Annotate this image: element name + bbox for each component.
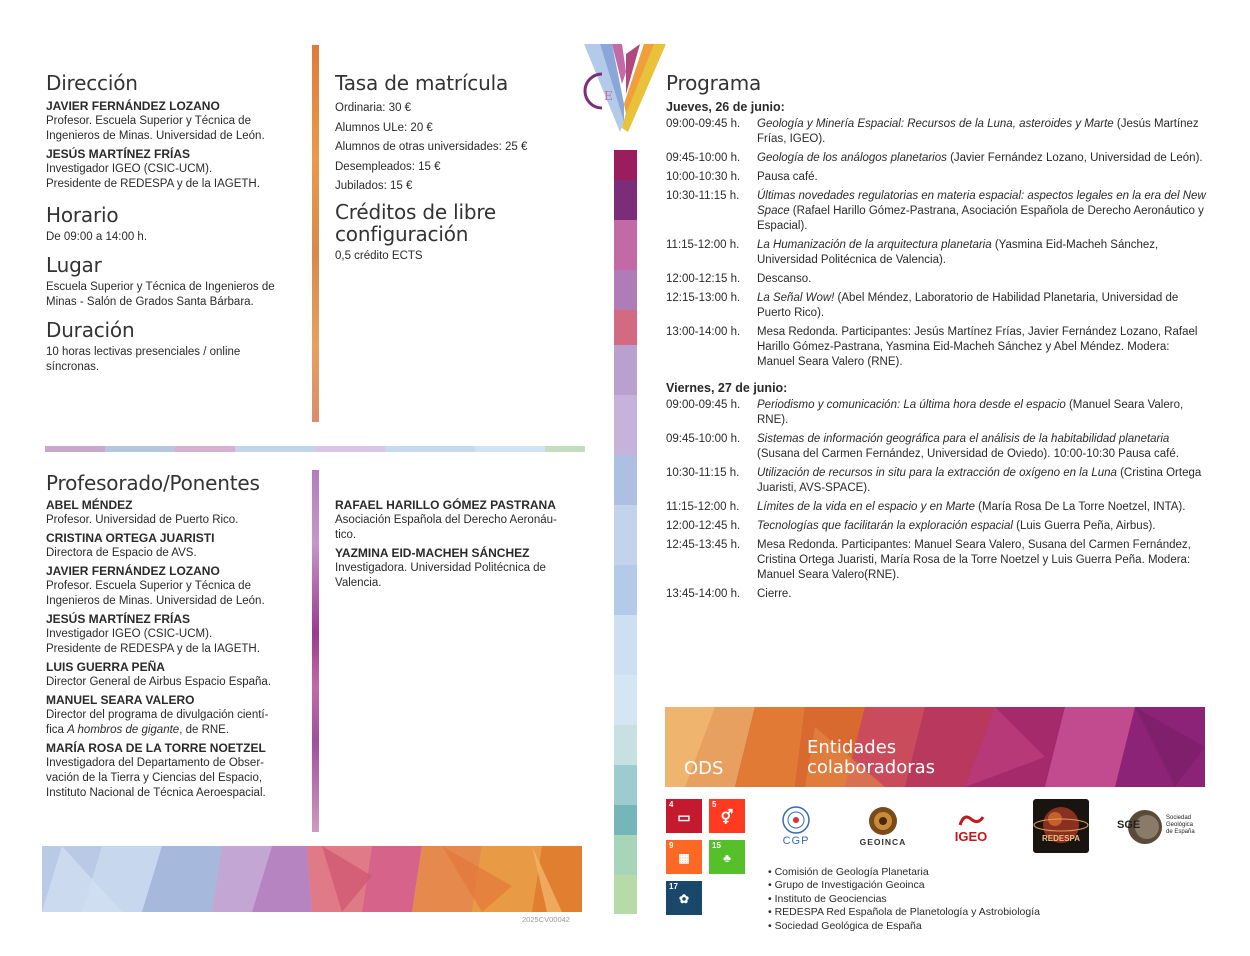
igeo-text: IGEO xyxy=(954,828,988,844)
talk-title: Geología y Minería Espacial: Recursos de la Luna, asteroides y Marte xyxy=(757,118,1114,130)
person-desc: Profesor. Universidad de Puerto Rico. xyxy=(46,514,239,526)
tasa-item: Ordinaria: 30 € xyxy=(335,102,412,114)
tasa-item: Alumnos ULe: 20 € xyxy=(335,121,433,134)
talk-details: (Susana del Carmen Fernández, Universidad de Oviedo). 10:00-10:30 Pausa café. xyxy=(757,448,1179,460)
tasa-item: Desempleados: 15 € xyxy=(335,160,441,173)
schedule-time: 11:15-12:00 h. xyxy=(666,239,740,251)
schedule-row xyxy=(666,189,1206,234)
schedule-time: 09:45-10:00 h. xyxy=(666,433,741,445)
schedule-description xyxy=(757,500,1206,515)
person-name: MARÍA ROSA DE LA TORRE NOETZEL xyxy=(46,741,266,755)
ods-emblem: ▭ xyxy=(677,809,691,825)
person-desc: Investigador IGEO (CSIC-UCM). xyxy=(46,628,213,640)
redespa-logo xyxy=(1033,799,1089,853)
schedule-description xyxy=(757,170,1206,185)
day-label: Viernes, 27 de junio: xyxy=(666,381,788,395)
igeo-logo xyxy=(948,805,994,849)
sge-subtext: Sociedad Geológica de España xyxy=(1166,815,1195,835)
person-entry xyxy=(46,147,306,192)
person-desc: Investigador IGEO (CSIC-UCM). xyxy=(46,163,213,175)
person-desc: Presidente de REDESPA y de la IAGETH. xyxy=(46,178,260,190)
entidad-item: • Instituto de Geociencias xyxy=(768,893,1168,906)
entidades-label xyxy=(807,738,935,778)
ods-emblem: ⚥ xyxy=(720,809,734,825)
person-name: YAZMINA EID-MACHEH SÁNCHEZ xyxy=(335,546,530,560)
talk-details: (Yasmina Eid-Macheh Sánchez, Universidad Politécnica de Valencia). xyxy=(757,239,1159,266)
schedule-description xyxy=(757,587,1206,602)
schedule-row xyxy=(666,500,1206,515)
person-entry xyxy=(46,99,306,144)
entidad-item: • Comisión de Geología Planetaria xyxy=(768,866,1168,879)
cgp-emblem-icon xyxy=(776,805,816,835)
schedule-time: 10:30-11:15 h. xyxy=(666,467,740,479)
horario-title: Horario xyxy=(46,203,119,227)
talk-details: (María Rosa De La Torre Noetzel, INTA). xyxy=(974,501,1186,513)
talk-details: Cierre. xyxy=(757,588,792,600)
day-label: Jueves, 26 de junio: xyxy=(666,100,785,114)
schedule-row xyxy=(666,538,1206,583)
schedule-row xyxy=(666,519,1206,534)
schedule-row xyxy=(666,117,1206,147)
talk-details: (Javier Fernández Lozano, Universidad de León). xyxy=(946,152,1203,164)
person-name: RAFAEL HARILLO GÓMEZ PASTRANA xyxy=(335,498,556,512)
lugar-text: Escuela Superior y Técnica de Ingenieros de xyxy=(46,281,275,293)
talk-details: Pausa café. xyxy=(757,171,818,183)
programa-days xyxy=(666,99,1206,602)
schedule-description xyxy=(757,398,1206,428)
creditos-title: Créditos de libre xyxy=(335,200,497,224)
person-entry xyxy=(335,546,585,591)
sge-logo xyxy=(1117,805,1197,849)
cgp-logo xyxy=(774,800,818,852)
person-desc: Director General de Airbus Espacio España. xyxy=(46,676,272,688)
ods-num: 17 xyxy=(669,882,678,891)
ods-4-icon xyxy=(666,799,702,833)
talk-title: La Señal Wow! xyxy=(757,292,835,304)
duracion-title: Duración xyxy=(46,318,135,342)
person-desc: Instituto Nacional de Técnica Aeroespacial. xyxy=(46,787,266,799)
talk-title: La Humanización de la arquitectura planetaria xyxy=(757,239,992,251)
schedule-description xyxy=(757,117,1206,147)
ods-num: 9 xyxy=(669,841,674,850)
person-desc: Investigadora. Universidad Politécnica de xyxy=(335,562,546,574)
cv-logo-icon xyxy=(582,44,668,132)
decorative-strip xyxy=(45,446,585,452)
profesorado-title: Profesorado/Ponentes xyxy=(46,471,260,495)
schedule-time: 13:00-14:00 h. xyxy=(666,326,741,338)
talk-title: Últimas novedades regulatorias en materia espacial: aspectos legales en la era del New Space xyxy=(757,190,1206,217)
tasa-section xyxy=(335,72,585,197)
ods-label: ODS xyxy=(684,758,724,779)
programa-title: Programa xyxy=(666,71,762,95)
tasa-list xyxy=(335,99,585,197)
entidades-list xyxy=(768,866,1168,933)
schedule-time: 09:00-09:45 h. xyxy=(666,118,741,130)
profesorado-section xyxy=(46,472,306,804)
profesorado-list xyxy=(46,498,306,801)
schedule-time: 09:00-09:45 h. xyxy=(666,399,741,411)
ods-num: 5 xyxy=(712,800,717,809)
creditos-section xyxy=(335,201,585,264)
person-entry xyxy=(335,498,585,543)
redespa-emblem-icon xyxy=(1033,799,1089,853)
decorative-strip xyxy=(312,470,319,832)
duracion-text: 10 horas lectivas presenciales / online xyxy=(46,346,241,358)
person-entry xyxy=(46,660,306,690)
schedule-description xyxy=(757,272,1206,287)
schedule-description xyxy=(757,432,1206,462)
schedule-row xyxy=(666,466,1206,496)
schedule-description xyxy=(757,151,1206,166)
svg-text:E: E xyxy=(604,89,613,103)
schedule-row xyxy=(666,325,1206,370)
horario-text: De 09:00 a 14:00 h. xyxy=(46,231,148,243)
schedule-time: 12:15-13:00 h. xyxy=(666,292,741,304)
duracion-text: síncronas. xyxy=(46,361,100,373)
geoinca-logo xyxy=(852,800,914,852)
schedule-description xyxy=(757,291,1206,321)
entidad-item: • Grupo de Investigación Geoinca xyxy=(768,879,1168,892)
schedule-description xyxy=(757,325,1206,370)
geoinca-emblem-icon xyxy=(866,805,900,837)
schedule-row xyxy=(666,151,1206,166)
talk-details: Mesa Redonda. Participantes: Jesús Martínez Frías, Javier Fernández Lozano, Rafael Harillo Gómez-Pastrana, Yasmina Eid-Macheh Sánchez y Abel Méndez. Modera: Manuel Seara Valero (RNE). xyxy=(757,326,1198,368)
person-desc: Director del programa de divulgación cientí- xyxy=(46,709,269,721)
ods-emblem: ✿ xyxy=(678,892,690,906)
schedule-time: 12:00-12:15 h. xyxy=(666,273,741,285)
duracion-section xyxy=(46,319,306,375)
ods-emblem: ▦ xyxy=(678,851,690,865)
person-name: JESÚS MARTÍNEZ FRÍAS xyxy=(46,612,191,626)
footer-code: 2025CV00042 xyxy=(522,915,570,924)
horario-section xyxy=(46,204,306,245)
talk-title: Sistemas de información geográfica para el análisis de la habitabilidad planetaria xyxy=(757,433,1170,445)
creditos-text: 0,5 crédito ECTS xyxy=(335,250,423,262)
schedule-row xyxy=(666,587,1206,602)
schedule-time: 10:30-11:15 h. xyxy=(666,190,740,202)
person-desc: tico. xyxy=(335,529,357,541)
ods-emblem: ♣ xyxy=(723,851,731,865)
tasa-title: Tasa de matrícula xyxy=(335,71,508,95)
person-name: LUIS GUERRA PEÑA xyxy=(46,660,165,674)
person-name: MANUEL SEARA VALERO xyxy=(46,693,195,707)
tasa-item: Alumnos de otras universidades: 25 € xyxy=(335,141,528,153)
igeo-emblem-icon xyxy=(956,811,986,829)
lugar-title: Lugar xyxy=(46,253,102,277)
person-desc-suffix: , de RNE. xyxy=(179,724,230,736)
person-desc: Valencia. xyxy=(335,577,382,589)
entidades-label-line: colaboradoras xyxy=(807,757,936,778)
entidad-item: • REDESPA Red Española de Planetología y Astrobiología xyxy=(768,906,1168,919)
talk-title: Límites de la vida en el espacio y en Marte xyxy=(757,501,975,513)
direccion-section xyxy=(46,72,306,195)
schedule-row xyxy=(666,238,1206,268)
person-desc-prefix: fica xyxy=(46,724,68,736)
schedule-description xyxy=(757,189,1206,234)
decorative-strip xyxy=(312,45,319,422)
cv-logo xyxy=(582,44,668,132)
person-desc: Ingenieros de Minas. Universidad de León. xyxy=(46,130,265,142)
talk-details: (Luis Guerra Peña, Airbus). xyxy=(1012,520,1156,532)
person-desc: Profesor. Escuela Superior y Técnica de xyxy=(46,115,251,127)
person-entry xyxy=(46,498,306,528)
person-entry xyxy=(46,693,306,738)
ods-num: 15 xyxy=(712,841,721,850)
profesorado-col2 xyxy=(335,498,585,594)
talk-title: Geología de los análogos planetarios xyxy=(757,152,947,164)
talk-details: Descanso. xyxy=(757,273,812,285)
ods-5-icon xyxy=(709,799,745,833)
person-desc: Directora de Espacio de AVS. xyxy=(46,547,197,559)
person-entry xyxy=(46,531,306,561)
ods-num: 4 xyxy=(669,800,674,809)
talk-details: (Jesús Martínez Frías, IGEO). xyxy=(757,118,1199,145)
person-entry xyxy=(46,741,306,801)
schedule-row xyxy=(666,170,1206,185)
talk-title: Tecnologías que facilitarán la exploración espacial xyxy=(757,520,1013,532)
schedule-description xyxy=(757,538,1206,583)
geoinca-text: GEOINCA xyxy=(859,837,907,847)
schedule-description xyxy=(757,466,1206,496)
person-name: JAVIER FERNÁNDEZ LOZANO xyxy=(46,564,220,578)
cgp-text: CGP xyxy=(782,835,810,847)
ods-15-icon xyxy=(709,840,745,874)
talk-title: Periodismo y comunicación: La última hora desde el espacio xyxy=(757,399,1066,411)
ods-9-icon xyxy=(666,840,702,874)
schedule-time: 11:15-12:00 h. xyxy=(666,501,740,513)
person-name: JAVIER FERNÁNDEZ LOZANO xyxy=(46,99,220,113)
person-desc: vación de la Tierra y Ciencias del Espacio, xyxy=(46,772,263,784)
schedule-row xyxy=(666,291,1206,321)
schedule-time: 10:00-10:30 h. xyxy=(666,171,741,183)
schedule-time: 12:45-13:45 h. xyxy=(666,539,741,551)
person-name: ABEL MÉNDEZ xyxy=(46,498,133,512)
programa-section xyxy=(666,72,1206,606)
geometric-pattern xyxy=(42,846,582,912)
program-title: A hombros de gigante xyxy=(67,724,180,736)
talk-title: Utilización de recursos in situ para la extracción de oxígeno en la Luna xyxy=(757,467,1117,479)
schedule-row xyxy=(666,432,1206,462)
person-desc: Presidente de REDESPA y de la IAGETH. xyxy=(46,643,260,655)
redespa-text: REDESPA xyxy=(1041,833,1081,843)
creditos-title: configuración xyxy=(335,222,469,246)
lugar-text: Minas - Salón de Grados Santa Bárbara. xyxy=(46,296,254,308)
entidad-item: • Sociedad Geológica de España xyxy=(768,920,1168,933)
decorative-strip xyxy=(614,150,637,914)
tasa-item: Jubilados: 15 € xyxy=(335,180,413,192)
lugar-section xyxy=(46,254,306,310)
schedule-time: 09:45-10:00 h. xyxy=(666,152,741,164)
person-desc: Ingenieros de Minas. Universidad de León. xyxy=(46,595,265,607)
person-name: JESÚS MARTÍNEZ FRÍAS xyxy=(46,147,191,161)
talk-details: (Cristina Ortega Juaristi, AVS-SPACE). xyxy=(757,467,1202,494)
schedule-row xyxy=(666,398,1206,428)
sge-text: SGE xyxy=(1117,819,1141,831)
talk-details: Mesa Redonda. Participantes: Manuel Seara Valero, Susana del Carmen Fernández, Cristina Ortega Juaristi, María Rosa de la Torre Noetzel y Luis Guerra Peña. Modera: Manuel Seara Valero(RNE). xyxy=(757,539,1191,581)
schedule-row xyxy=(666,272,1206,287)
person-desc: Profesor. Escuela Superior y Técnica de xyxy=(46,580,251,592)
person-desc: Investigadora del Departamento de Obser- xyxy=(46,757,264,769)
direccion-title: Dirección xyxy=(46,71,138,95)
person-desc: Asociación Española del Derecho Aeronáu- xyxy=(335,514,557,526)
talk-details: (Manuel Seara Valero, RNE). xyxy=(757,399,1184,426)
person-name: CRISTINA ORTEGA JUARISTI xyxy=(46,531,215,545)
person-entry xyxy=(46,612,306,657)
schedule-description xyxy=(757,238,1206,268)
person-entry xyxy=(46,564,306,609)
person-desc xyxy=(46,723,306,738)
decorative-banner xyxy=(42,846,582,912)
entidades-label-line: Entidades xyxy=(807,737,897,758)
entidades-banner xyxy=(665,707,1205,787)
schedule-time: 12:00-12:45 h. xyxy=(666,520,741,532)
talk-details: (Abel Méndez, Laboratorio de Habilidad Planetaria, Universidad de Puerto Rico). xyxy=(757,292,1179,319)
schedule-description xyxy=(757,519,1206,534)
talk-details: (Rafael Harillo Gómez-Pastrana, Asociación Española de Derecho Aeronáutico y Espacial). xyxy=(757,205,1204,232)
schedule-time: 13:45-14:00 h. xyxy=(666,588,741,600)
ods-17-icon xyxy=(666,881,702,915)
